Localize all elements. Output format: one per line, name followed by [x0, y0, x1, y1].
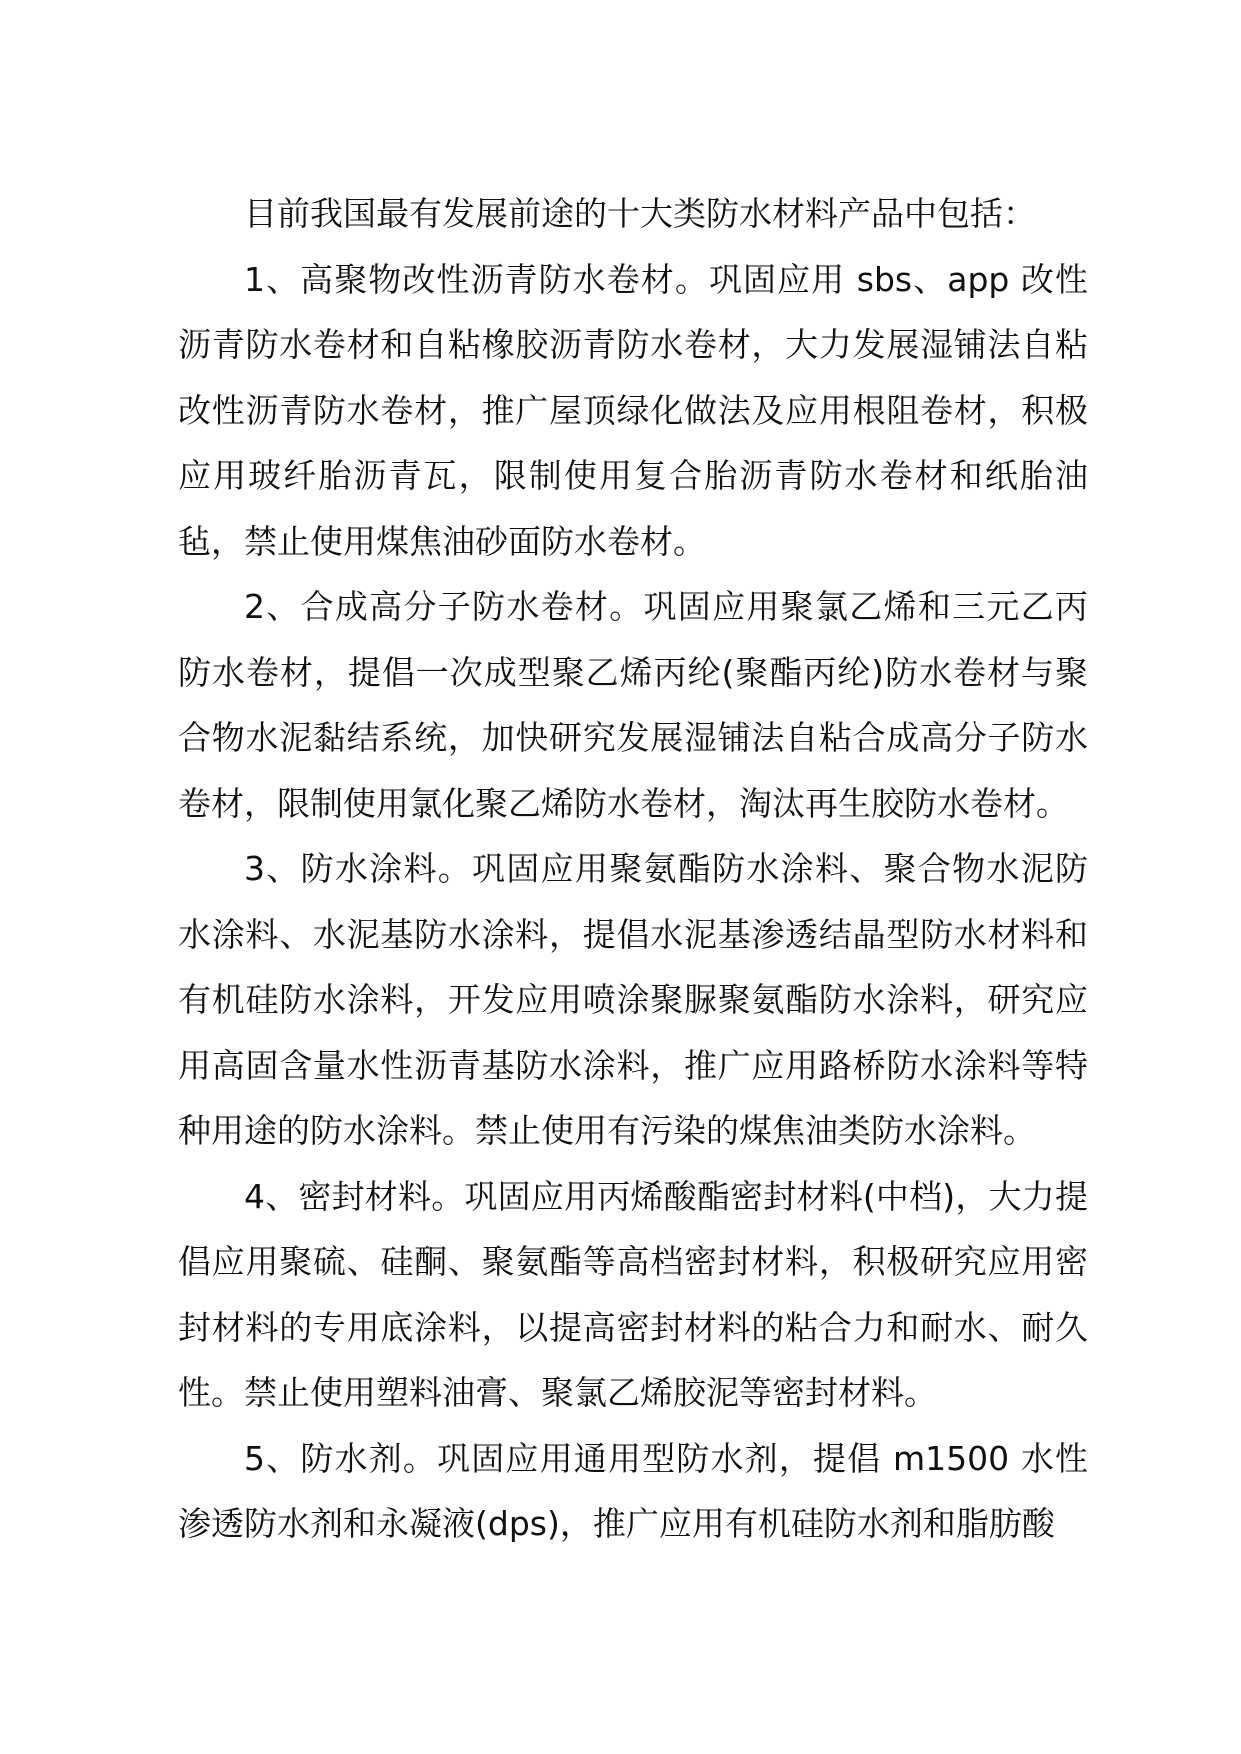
paragraph-item-4: 4、密封材料。巩固应用丙烯酸酯密封材料(中档)，大力提倡应用聚硫、硅酮、聚氨酯等高档密封材料，积极研究应用密封材料的专用底涂料，以提高密封材料的粘合力和耐水、耐久性。禁止使用塑料油膏、聚氯乙烯胶泥等密封材料。 [178, 1176, 1088, 1412]
paragraph-item-3: 3、防水涂料。巩固应用聚氨酯防水涂料、聚合物水泥防水涂料、水泥基防水涂料，提倡水泥基渗透结晶型防水材料和有机硅防水涂料，开发应用喷涂聚脲聚氨酯防水涂料，研究应用高固含量水性沥青基防水涂料，推广应用路桥防水涂料等特种用途的防水涂料。禁止使用有污染的煤焦油类防水涂料。 [178, 849, 1088, 1150]
paragraph-item-5: 5、防水剂。巩固应用通用型防水剂，提倡 m1500 水性渗透防水剂和永凝液(dps)，推广应用有机硅防水剂和脂肪酸 [178, 1438, 1088, 1543]
document-body [178, 181, 1088, 1557]
paragraph-intro: 目前我国最有发展前途的十大类防水材料产品中包括： [244, 194, 1036, 233]
paragraph-item-1: 1、高聚物改性沥青防水卷材。巩固应用 sbs、app 改性沥青防水卷材和自粘橡胶沥青防水卷材，大力发展湿铺法自粘改性沥青防水卷材，推广屋顶绿化做法及应用根阻卷材，积极应用玻纤胎沥青瓦，限制使用复合胎沥青防水卷材和纸胎油毡，禁止使用煤焦油砂面防水卷材。 [178, 259, 1088, 561]
paragraph-item-2: 2、合成高分子防水卷材。巩固应用聚氯乙烯和三元乙丙防水卷材，提倡一次成型聚乙烯丙纶(聚酯丙纶)防水卷材与聚合物水泥黏结系统，加快研究发展湿铺法自粘合成高分子防水卷材，限制使用氯化聚乙烯防水卷材，淘汰再生胶防水卷材。 [178, 587, 1088, 823]
